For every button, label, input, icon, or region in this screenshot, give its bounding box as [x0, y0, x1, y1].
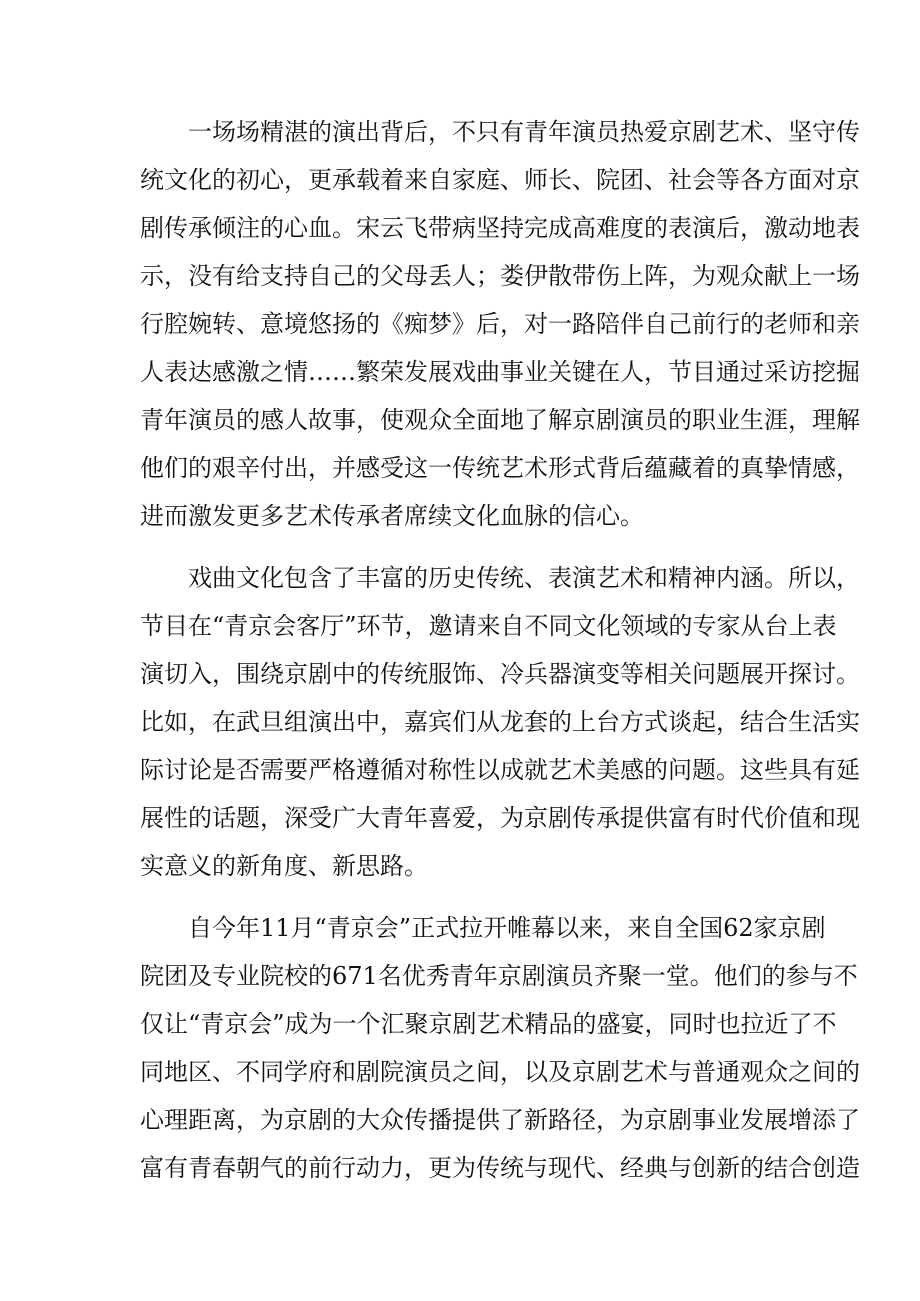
text-line: 青年演员的感人故事，使观众全面地了解京剧演员的职业生涯，理解: [140, 406, 860, 434]
text-line: 戏曲文化包含了丰富的历史传统、表演艺术和精神内涵。所以，: [188, 564, 860, 592]
text-line: 剧传承倾注的心血。宋云飞带病坚持完成高难度的表演后，激动地表: [140, 214, 860, 242]
text-line: 院团及专业院校的671名优秀青年京剧演员齐聚一堂。他们的参与不: [140, 962, 858, 990]
text-line: 他们的艰辛付出，并感受这一传统艺术形式背后蕴藏着的真挚情感，: [140, 454, 860, 482]
text-line: 际讨论是否需要严格遵循对称性以成就艺术美感的问题。这些具有延: [140, 756, 860, 784]
text-line: 人表达感激之情……繁荣发展戏曲事业关键在人，节目通过采访挖掘: [140, 358, 860, 386]
text-line: 一场场精湛的演出背后，不只有青年演员热爱京剧艺术、坚守传: [188, 118, 860, 146]
text-line: 自今年11月“青京会”正式拉开帷幕以来，来自全国62家京剧: [188, 914, 826, 942]
text-line: 演切入，围绕京剧中的传统服饰、冷兵器演变等相关问题展开探讨。: [140, 660, 860, 688]
text-line: 行腔婉转、意境悠扬的《痴梦》后，对一路陪伴自己前行的老师和亲: [140, 310, 860, 338]
text-line: 统文化的初心，更承载着来自家庭、师长、院团、社会等各方面对京: [140, 166, 860, 194]
text-line: 心理距离，为京剧的大众传播提供了新路径，为京剧事业发展增添了: [140, 1106, 860, 1134]
text-line: 节目在“青京会客厅”环节，邀请来自不同文化领域的专家从台上表: [140, 612, 837, 640]
text-line: 同地区、不同学府和剧院演员之间，以及京剧艺术与普通观众之间的: [140, 1058, 860, 1086]
text-line: 展性的话题，深受广大青年喜爱，为京剧传承提供富有时代价值和现: [140, 804, 860, 832]
text-line: 示，没有给支持自己的父母丢人；娄伊散带伤上阵，为观众献上一场: [140, 262, 860, 290]
text-line: 进而激发更多艺术传承者席续文化血脉的信心。: [140, 502, 644, 530]
text-line: 比如，在武旦组演出中，嘉宾们从龙套的上台方式谈起，结合生活实: [140, 708, 860, 736]
text-line: 仅让“青京会”成为一个汇聚京剧艺术精品的盛宴，同时也拉近了不: [140, 1010, 837, 1038]
text-line: 富有青春朝气的前行动力，更为传统与现代、经典与创新的结合创造: [140, 1154, 860, 1182]
text-line: 实意义的新角度、新思路。: [140, 852, 428, 880]
